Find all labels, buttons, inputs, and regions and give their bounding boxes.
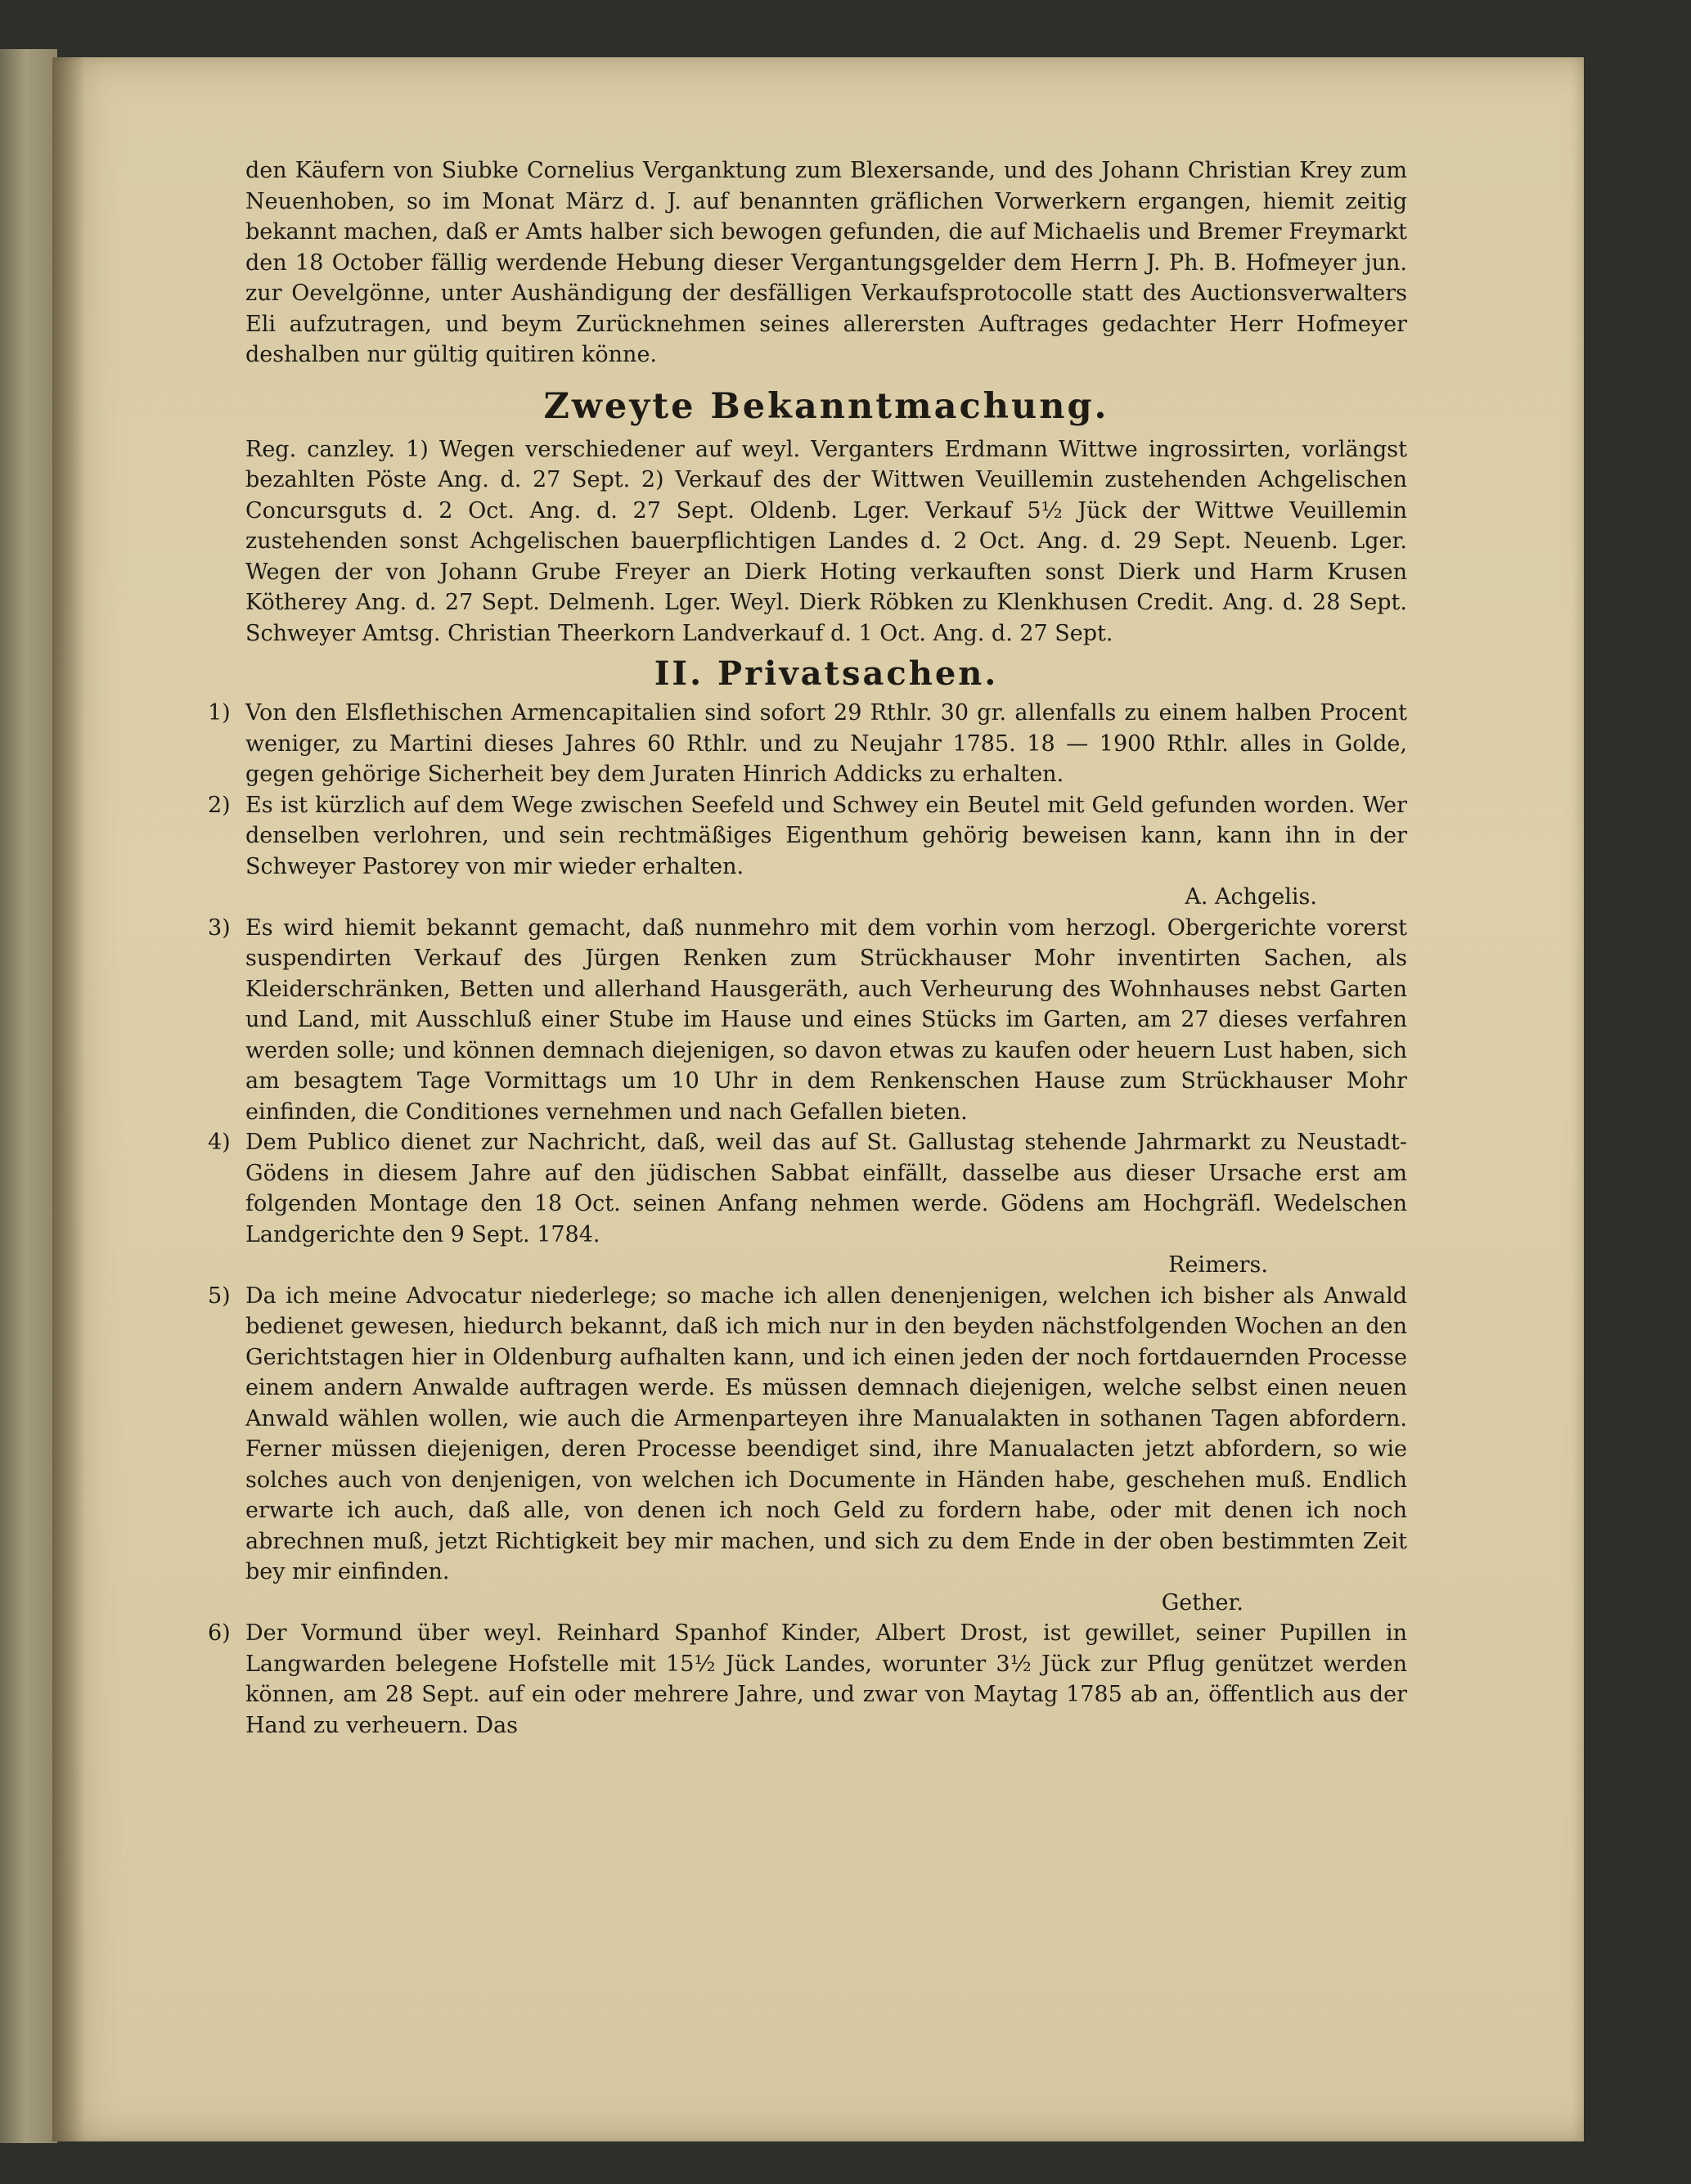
item-signature: Reimers.	[1168, 1252, 1268, 1278]
item-signature: Gether.	[1161, 1589, 1244, 1616]
item-number: 2)	[208, 792, 231, 818]
page-text-block	[208, 155, 1407, 1741]
page-gutter-shadow	[52, 57, 85, 2141]
item-text: Es ist kürzlich auf dem Wege zwischen Seefeld und Schwey ein Beutel mit Geld gefunden worden. Wer denselben verlohren, und sein rechtmäßiges Eigenthum gehörig beweisen kann, kann ihn in der Schweyer Pastorey von mir wieder erhalten.	[245, 792, 1407, 879]
left-page-edge	[0, 49, 57, 2143]
item-text: Es wird hiemit bekannt gemacht, daß nunmehro mit dem vorhin vom herzogl. Obergerichte vorerst suspendirten Verkauf des Jürgen Renken zum Strückhauser Mohr inventirten Sachen, als Kleiderschränken, Betten und allerhand Hausgeräth, auch Verheurung des Wohnhauses nebst Garten und Land, mit Ausschluß einer Stube im Hause und eines Stücks im Garten, am 27 dieses verfahren werden solle; und können demnach diejenigen, so davon etwas zu kaufen oder heuern Lust haben, sich am besagtem Tage Vormittags um 10 Uhr in dem Renkenschen Hause zum Strückhauser Mohr einfinden, die Conditiones vernehmen und nach Gefallen bieten.	[245, 914, 1407, 1125]
item-text: Dem Publico dienet zur Nachricht, daß, weil das auf St. Gallustag stehende Jahrmarkt zu Neustadt-Gödens in diesem Jahre auf den jüdischen Sabbat einfällt, dasselbe aus dieser Ursache erst am folgenden Montage den 18 Oct. seinen Anfang nehmen werde. Gödens am Hochgräfl. Wedelschen Landgerichte den 9 Sept. 1784.	[245, 1130, 1407, 1247]
list-item	[208, 1281, 1407, 1619]
list-item	[208, 698, 1407, 790]
zweyte-paragraph: Reg. canzley. 1) Wegen verschiedener auf weyl. Verganters Erdmann Wittwe ingrossirten, vorlängst bezahlten Pöste Ang. d. 27 Sept. 2) Verkauf des der Wittwen Veuillemin zustehenden Achgelischen Concursguts d. 2 Oct. Ang. d. 27 Sept. Oldenb. Lger. Verkauf 5½ Jück der Wittwe Veuillemin zustehenden sonst Achgelischen bauerpflichtigen Landes d. 2 Oct. Ang. d. 29 Sept. Neuenb. Lger. Wegen der von Johann Grube Freyer an Dierk Hoting verkauften sonst Dierk und Harm Krusen Kötherey Ang. d. 27 Sept. Delmenh. Lger. Weyl. Dierk Röbken zu Klenkhusen Credit. Ang. d. 28 Sept. Schweyer Amtsg. Christian Theerkorn Landverkauf d. 1 Oct. Ang. d. 27 Sept.	[245, 436, 1407, 646]
list-item	[208, 790, 1407, 913]
item-number: 3)	[208, 914, 231, 941]
list-item	[208, 913, 1407, 1128]
item-number: 4)	[208, 1130, 231, 1155]
item-number: 5)	[208, 1283, 231, 1309]
heading-zweyte-bekanntmachung: Zweyte Bekanntmachung.	[543, 385, 1109, 427]
intro-paragraph: den Käufern von Siubke Cornelius Verganktung zum Blexersande, und des Johann Christian Krey zum Neuenhoben, so im Monat März d. J. auf benannten gräflichen Vorwerkern ergangen, hiemit zeitig bekannt machen, daß er Amts halber sich bewogen gefunden, die auf Michaelis und Bremer Freymarkt den 18 October fällig werdende Hebung dieser Vergantungsgelder dem Herrn J. Ph. B. Hofmeyer jun. zur Oevelgönne, unter Aushändigung der desfälligen Verkaufsprotocolle statt des Auctionsverwalters Eli aufzutragen, und beym Zurücknehmen seines allerersten Auftrages gedachter Herr Hofmeyer deshalben nur gültig quitiren könne.	[245, 158, 1407, 367]
list-item	[208, 1127, 1407, 1281]
list-item	[208, 1618, 1407, 1741]
item-text: Da ich meine Advocatur niederlege; so mache ich allen denenjenigen, welchen ich bisher als Anwald bedienet gewesen, hiedurch bekannt, daß ich mich nur in den beyden nächstfolgenden Wochen an den Gerichtstagen hier in Oldenburg aufhalten kann, und ich einen jeden der noch fortdauernden Processe einem andern Anwalde auftragen werde. Es müssen demnach diejenigen, welche selbst einen neuen Anwald wählen wollen, wie auch die Armenparteyen ihre Manualakten in sothanen Tagen abfordern. Ferner müssen diejenigen, deren Processe beendiget sind, ihre Manualacten jetzt abfordern, so wie solches auch von denjenigen, von welchen ich Documente in Händen habe, geschehen muß. Endlich erwarte ich auch, daß alle, von denen ich noch Geld zu fordern habe, oder mit denen ich noch abrechnen muß, jetzt Richtigkeit bey mir machen, und sich zu dem Ende in der oben bestimmten Zeit bey mir einfinden.	[245, 1283, 1407, 1584]
item-number: 1)	[208, 700, 231, 726]
item-signature: A. Achgelis.	[1185, 884, 1317, 910]
item-text: Der Vormund über weyl. Reinhard Spanhof Kinder, Albert Drost, ist gewillet, seiner Pupillen in Langwarden belegene Hofstelle mit 15½ Jück Landes, worunter 3½ Jück zur Pflug genützet werden können, am 28 Sept. auf ein oder mehrere Jahre, und zwar von Maytag 1785 ab an, öffentlich aus der Hand zu verheuern. Das	[245, 1620, 1407, 1738]
heading-privatsachen: II. Privatsachen.	[654, 654, 999, 693]
item-text: Von den Elsflethischen Armencapitalien sind sofort 29 Rthlr. 30 gr. allenfalls zu einem halben Procent weniger, zu Martini dieses Jahres 60 Rthlr. und zu Neujahr 1785. 18 — 1900 Rthlr. alles in Golde, gegen gehörige Sicherheit bey dem Juraten Hinrich Addicks zu erhalten.	[245, 700, 1407, 787]
item-number: 6)	[208, 1620, 231, 1646]
